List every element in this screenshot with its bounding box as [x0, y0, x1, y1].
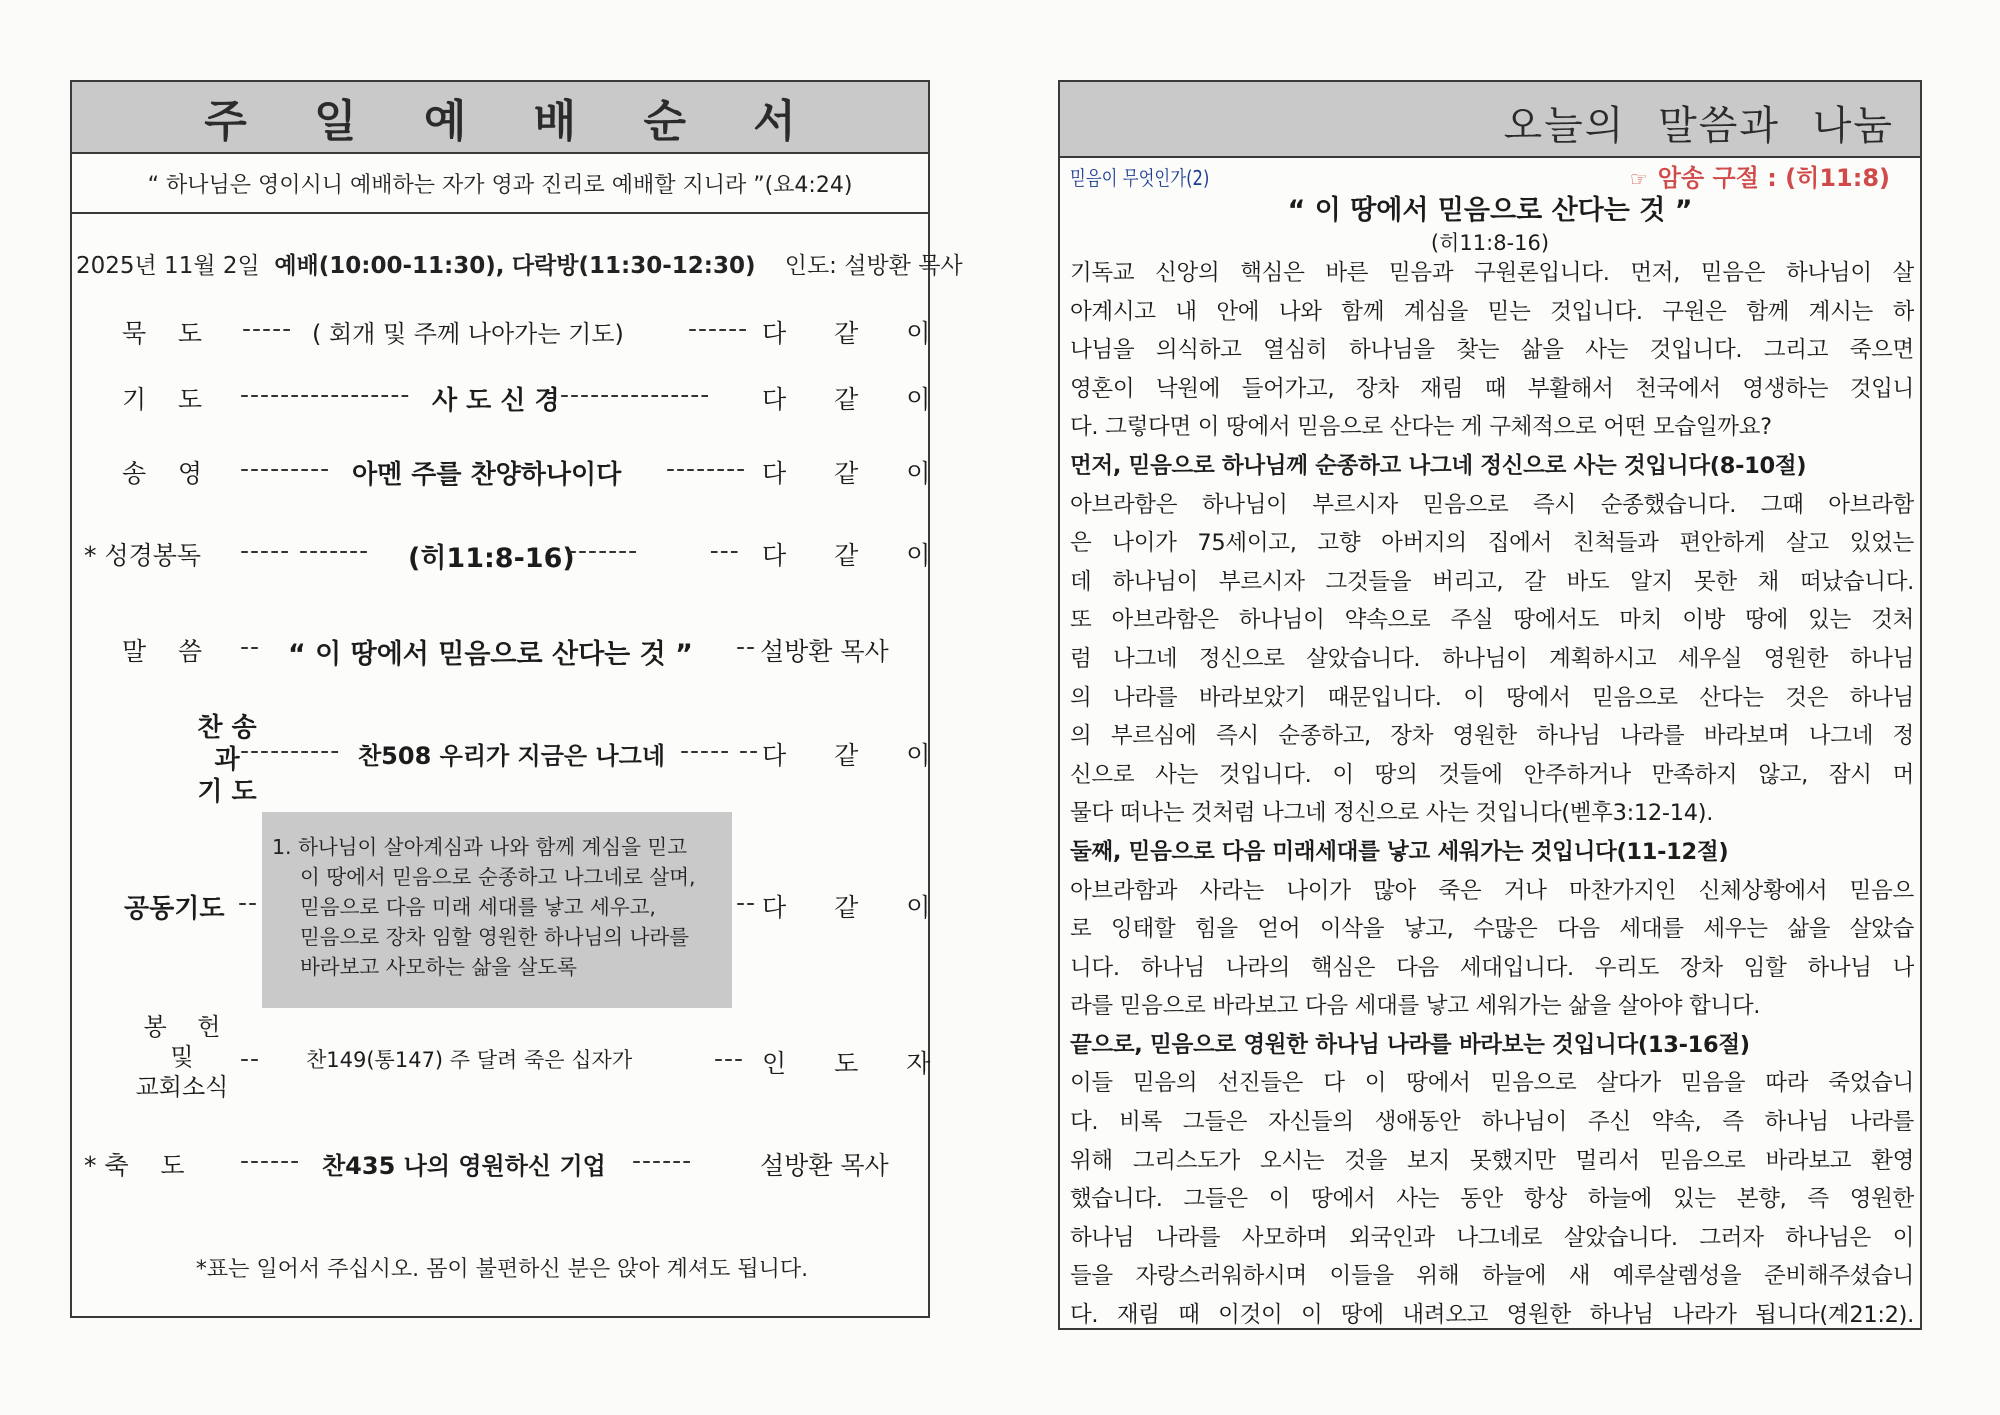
order-performer: 인 도 자: [762, 1049, 951, 1078]
order-label: * 축 도: [84, 1151, 185, 1180]
service-date: 2025년 11월 2일: [76, 253, 260, 279]
order-label: 송 영: [122, 459, 203, 488]
label-line: 교회소식: [135, 1073, 229, 1101]
order-dashes: ---: [714, 1044, 745, 1073]
order-row-benediction: [72, 1146, 932, 1190]
body-line: 아브라함과 사라는 나이가 많아 죽은 거나 마찬가지인 신체상황에서 믿음으: [1070, 877, 1914, 904]
order-content: 사 도 신 경: [432, 386, 560, 416]
series-label: 믿음이 무엇인가(2): [1070, 166, 1210, 190]
order-row-hymn: [72, 736, 951, 780]
order-dashes: ----- -------: [240, 536, 370, 565]
prayer-line: 1. 하나님이 살아계심과 나와 함께 계심을 믿고: [272, 835, 688, 859]
pointing-hand-icon: ☞: [1629, 167, 1648, 191]
sermon-title-bar: [1060, 82, 1920, 158]
body-line: 영혼이 낙원에 들어가고, 장차 재림 때 부활해서 천국에서 영생하는 것입니: [1070, 375, 1914, 402]
body-line: 라를 믿음으로 바라보고 다음 세대를 낳고 세워가는 삶을 살아야 합니다.: [1070, 993, 1761, 1020]
prayer-line: 이 땅에서 믿음으로 순종하고 나그네로 살며,: [300, 865, 696, 889]
body-line: 다. 그렇다면 이 땅에서 믿음으로 산다는 게 구체적으로 어떤 모습일까요?: [1070, 414, 1772, 441]
order-dashes: --: [240, 1044, 261, 1073]
body-line: 위해 그리스도가 오시는 것을 보지 못했지만 멀리서 믿음으로 바라보고 환영: [1070, 1147, 1914, 1174]
body-line: 나님을 의식하고 열심히 하나님을 찾는 삶을 사는 것입니다. 그리고 죽으면: [1070, 337, 1914, 364]
theme-verse: “ 하나님은 영이시니 예배하는 자가 영과 진리로 예배할 지니라 ”(요4:24): [72, 154, 928, 214]
order-label: 말 씀: [122, 637, 203, 666]
order-dashes: --------: [666, 454, 747, 483]
prayer-line: 바라보고 사모하는 삶을 살도록: [300, 955, 577, 979]
body-line: 니다. 하나님 나라의 핵심은 다음 세대입니다. 우리도 장차 임할 하나님 나: [1070, 954, 1914, 981]
order-performer: 설방환 목사: [760, 637, 889, 666]
order-performer: 다 같 이: [762, 319, 951, 348]
order-dashes: ---------------: [560, 380, 711, 409]
standing-notice: *표는 일어서 주십시오. 몸이 불편하신 분은 앉아 계셔도 됩니다.: [195, 1257, 809, 1282]
order-content: (히11:8-16): [408, 543, 575, 574]
order-label: 기 도: [122, 385, 203, 414]
body-line: 은 나이가 75세이고, 고향 아버지의 집에서 친척들과 편안하게 살고 있었는: [1070, 530, 1914, 557]
order-dashes: ------: [688, 314, 749, 343]
order-dashes: --: [736, 888, 757, 917]
order-performer: 다 같 이: [762, 741, 951, 770]
body-line: 기독교 신앙의 핵심은 바른 믿음과 구원론입니다. 먼저, 믿음은 하나님이 살: [1070, 260, 1914, 286]
body-line: 신으로 사는 것입니다. 이 땅의 것들에 안주하거나 만족하지 않고, 잠시 머: [1070, 761, 1914, 788]
body-line: 다. 재림 때 이것이 이 땅에 내려오고 영원한 하나님 나라가 됩니다(계21:2).: [1070, 1302, 1914, 1329]
order-row-offering: [72, 1044, 951, 1088]
label-line: 과: [214, 745, 240, 775]
sermon-reference: (히11:8-16): [1430, 231, 1550, 255]
order-dashes: ---------: [240, 454, 331, 483]
body-line: 아브라함은 하나님이 부르시자 믿음으로 즉시 순종했습니다. 그때 아브라함: [1070, 491, 1914, 518]
label-line: 봉 헌: [143, 1013, 221, 1041]
order-performer: 다 같 이: [762, 385, 951, 414]
sermon-body: [1070, 254, 1914, 1335]
section-heading: 둘째, 믿음으로 다음 미래세대를 낳고 세워가는 것입니다(11-12절): [1070, 838, 1729, 865]
order-content: 아멘 주를 찬양하나이다: [352, 460, 622, 490]
order-performer: 설방환 목사: [760, 1151, 889, 1180]
body-line: 럼 나그네 정신으로 살았습니다. 하나님이 계획하시고 세우실 영원한 하나님: [1070, 645, 1914, 672]
prayer-line: 믿음으로 다음 미래 세대를 낳고 세우고,: [300, 895, 656, 919]
order-label: 묵 도: [122, 319, 203, 348]
order-content: 찬508 우리가 지금은 나그네: [358, 742, 666, 770]
body-line: 아계시고 내 안에 나와 함께 계심을 믿는 것입니다. 구원은 함께 계시는 하: [1070, 298, 1914, 325]
order-dashes: ----------: [240, 736, 341, 765]
worship-order-panel: [70, 80, 963, 1318]
fellowship-time: 다락방(11:30-12:30): [511, 253, 756, 279]
order-dashes: ------: [240, 1146, 301, 1175]
order-content: “ 이 땅에서 믿음으로 산다는 것 ”: [288, 639, 693, 670]
body-line: 했습니다. 그들은 이 땅에서 사는 동안 항상 하늘에 있는 본향, 즉 영원한: [1070, 1186, 1914, 1213]
order-dashes: -----: [242, 314, 293, 343]
body-line: 들을 자랑스러워하시며 이들을 위해 하늘에 새 예루살렘성을 준비해주셨습니: [1070, 1263, 1914, 1290]
sharing-title: 오늘의 말씀과 나눔: [1503, 103, 1894, 149]
order-dashes: ----- --: [680, 736, 760, 765]
order-dashes: --: [736, 632, 757, 661]
memory-verse-text: 암송 구절 : (히11:8): [1657, 164, 1890, 192]
sermon-title: “ 이 땅에서 믿음으로 산다는 것 ”: [1287, 195, 1693, 226]
worship-order-title: 주 일 예 배 순 서: [72, 82, 928, 154]
order-content: 찬435 나의 영원하신 기업: [322, 1152, 606, 1180]
body-line: 의 나라를 바라보았기 때문입니다. 이 땅에서 믿음으로 산다는 것은 하나님: [1070, 684, 1914, 711]
order-row-scripture: [72, 536, 951, 580]
order-row-sermon: [72, 632, 932, 676]
prayer-line: 믿음으로 장차 임할 영원한 하나님의 나라를: [300, 925, 690, 949]
order-content: 찬149(통147) 주 달려 죽은 십자가: [306, 1048, 633, 1072]
order-dashes: --: [238, 888, 259, 917]
service-leader: 인도: 설방환 목사: [784, 253, 963, 279]
order-performer: 다 같 이: [762, 541, 951, 570]
body-line: 다. 비록 그들은 자신들의 생애동안 하나님이 주신 약속, 즉 하나님 나라를: [1070, 1109, 1914, 1136]
body-line: 물다 떠나는 것처럼 나그네 정신으로 사는 것입니다(벧후3:12-14).: [1070, 800, 1714, 827]
body-line: 의 부르심에 즉시 순종하고, 장차 영원한 하나님 나라를 바라보며 나그네 정: [1070, 723, 1914, 750]
label-line: 찬 송: [197, 713, 257, 743]
order-dashes: ------: [632, 1146, 693, 1175]
worship-time: 예배(10:00-11:30),: [274, 253, 505, 279]
order-row-prayer: [72, 380, 951, 424]
label-line: 및: [170, 1043, 194, 1071]
label-line: 기 도: [197, 777, 257, 807]
body-line: 또 아브라함은 하나님이 약속으로 주실 땅에서도 마치 이방 땅에 있는 것처: [1070, 607, 1914, 634]
order-dashes: ------- ---: [568, 536, 740, 565]
order-row-doxology: [72, 454, 951, 498]
section-heading: 먼저, 믿음으로 하나님께 순종하고 나그네 정신으로 사는 것입니다(8-10절): [1070, 452, 1807, 479]
order-label: 공동기도: [124, 894, 225, 924]
order-performer: 다 같 이: [762, 459, 951, 488]
sermon-sharing-panel: [1058, 80, 1922, 1330]
order-dashes: -----------------: [240, 380, 411, 409]
body-line: 로 잉태할 힘을 얻어 이삭을 낳고, 수많은 다음 세대를 세우는 삶을 살았습: [1070, 916, 1914, 943]
order-label: * 성경봉독: [84, 541, 202, 570]
common-prayer-box: [262, 812, 732, 1008]
order-performer: 다 같 이: [762, 893, 951, 922]
section-heading: 끝으로, 믿음으로 영원한 하나님 나라를 바라보는 것입니다(13-16절): [1070, 1031, 1750, 1058]
body-line: 하나님 나라를 사모하며 외국인과 나그네로 살았습니다. 그러자 하나님은 이: [1070, 1224, 1914, 1251]
order-content: ( 회개 및 주께 나아가는 기도): [312, 320, 624, 348]
service-date-line: [76, 247, 963, 280]
order-row-silent-prayer: [72, 314, 951, 358]
body-line: 데 하나님이 부르시자 그것들을 버리고, 갈 바도 알지 못한 채 떠났습니다.: [1070, 568, 1914, 595]
body-line: 이들 믿음의 선진들은 다 이 땅에서 믿음으로 살다가 믿음을 따라 죽었습니: [1070, 1070, 1914, 1097]
order-dashes: --: [240, 632, 261, 661]
